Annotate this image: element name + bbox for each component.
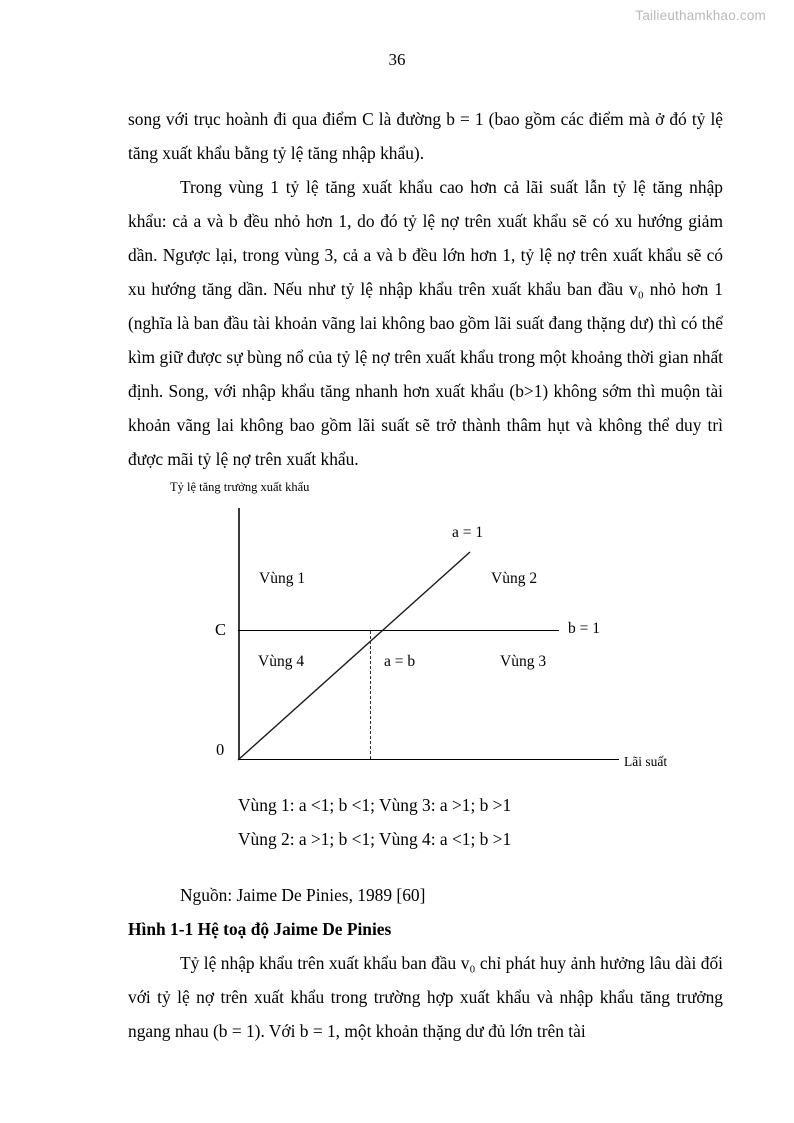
figure-y-axis-title: Tỷ lệ tăng trưởng xuất khẩu [170,480,310,494]
paragraph: Tỷ lệ nhập khẩu trên xuất khẩu ban đầu v₀ chỉ phát huy ảnh hưởng lâu dài đối với tỷ lệ nợ trên xuất khẩu trong trường hợp xuất khẩu và nhập khẩu tăng trưởng ngang nhau (b = 1). Với b = 1, một khoản thặng dư đủ lớn trên tài [128,953,723,1041]
body-text-block [128,102,723,476]
page-number: 36 [388,50,406,69]
region-3-label: Vùng 3 [500,653,547,670]
region-1-label: Vùng 1 [259,570,306,587]
paragraph: Trong vùng 1 tỷ lệ tăng xuất khẩu cao hơn cả lãi suất lẫn tỷ lệ tăng nhập khẩu: cả a và b đều nhỏ hơn 1, do đó tỷ lệ nợ trên xuất khẩu sẽ có xu hướng giảm dần. Ngược lại, trong vùng 3, cả a và b đều lớn hơn 1, tỷ lệ nợ trên xuất khẩu sẽ có xu hướng tăng dần. Nếu như tỷ lệ nhập khẩu trên xuất khẩu ban đầu v₀ nhỏ hơn 1 (nghĩa là ban đầu tài khoản vãng lai không bao gồm lãi suất đang thặng dư) thì có thể kìm giữ được sự bùng nổ của tỷ lệ nợ trên xuất khẩu trong một khoảng thời gian nhất định. Song, với nhập khẩu tăng nhanh hơn xuất khẩu (b>1) không sớm thì muộn tài khoản vãng lai không bao gồm lãi suất sẽ trở thành thâm hụt và không thể duy trì được mãi tỷ lệ nợ trên xuất khẩu. [128,177,723,469]
figure-diagram [0,470,794,790]
legend-line: Vùng 2: a >1; b <1; Vùng 4: a <1; b >1 [238,829,512,849]
paragraph: song với trục hoành đi qua điểm C là đường b = 1 (bao gồm các điểm mà ở đó tỷ lệ tăng xuất khẩu bằng tỷ lệ tăng nhập khẩu). [128,109,723,163]
a-equals-b-label: a = b [384,653,416,670]
region-2-label: Vùng 2 [491,570,538,587]
region-4-label: Vùng 4 [258,653,305,670]
a-equals-one-label: a = 1 [452,524,484,541]
b-equals-one-label: b = 1 [568,620,600,637]
c-axis-label: C [215,620,227,639]
legend-line: Vùng 1: a <1; b <1; Vùng 3: a >1; b >1 [238,795,512,815]
intersection-dashed-line [370,631,371,759]
body-text-block-closing [128,946,723,1048]
origin-label: 0 [216,740,225,759]
figure-caption: Hình 1-1 Hệ toạ độ Jaime De Pinies [128,919,392,939]
figure-source: Nguồn: Jaime De Pinies, 1989 [60] [180,885,426,905]
figure-legend [238,788,794,856]
x-axis-label: Lãi suất [624,754,668,769]
watermark-text: Tailieuthamkhao.com [635,8,766,23]
